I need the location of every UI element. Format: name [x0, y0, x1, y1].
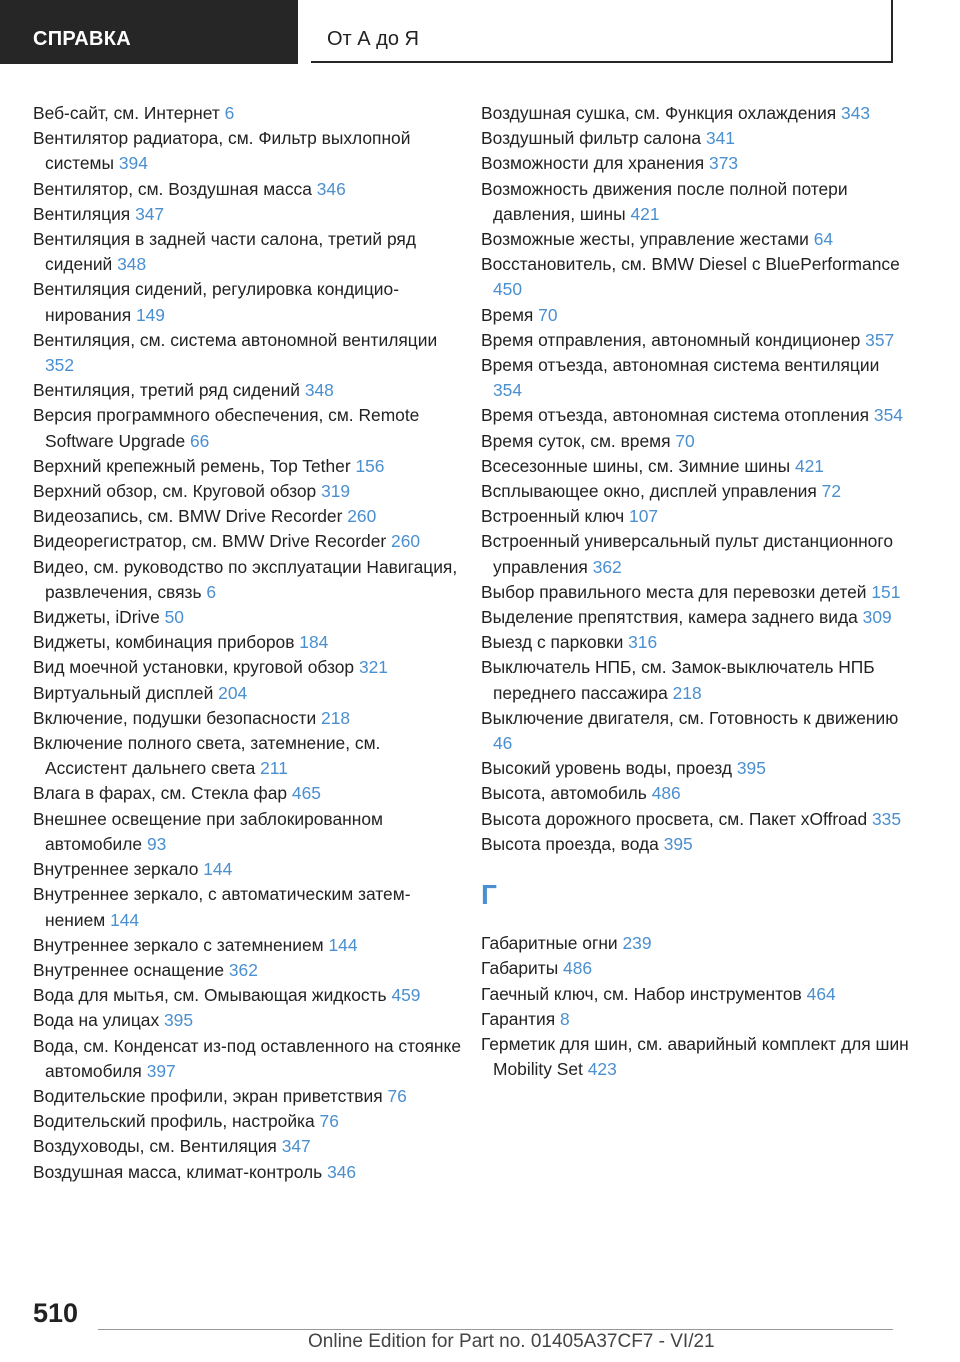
index-entry-text: Видеозапись, см. BMW Drive Recorder: [33, 506, 343, 527]
page-link[interactable]: 8: [560, 1008, 570, 1029]
index-entry: [33, 882, 463, 932]
index-entry: [33, 328, 463, 378]
page-link[interactable]: 319: [321, 481, 351, 502]
index-entry-text: Высота дорожного просвета, см. Пакет xOffroad: [481, 808, 868, 829]
page-number: 510: [33, 1298, 79, 1328]
index-entry: [481, 504, 911, 529]
index-entry: [481, 756, 911, 781]
section-letter: Г: [481, 879, 497, 911]
page-link[interactable]: 459: [391, 985, 421, 1006]
page-link[interactable]: 156: [355, 455, 385, 476]
index-entry-text: Воздушная масса, климат-контроль: [33, 1161, 323, 1182]
page-link[interactable]: 144: [328, 934, 358, 955]
index-entry: [33, 655, 463, 680]
page-link[interactable]: 50: [164, 607, 184, 628]
index-entry: [33, 479, 463, 504]
index-entry-text: Время отъезда, автономная система отопления: [481, 405, 870, 426]
index-entry-text: Версия программного обеспечения, см. Remote Software Upgrade: [33, 405, 420, 451]
index-entry-text: Видео, см. руководство по эксплуатации Навигация, развлечения, связь: [33, 556, 458, 602]
index-entry-text: Воздушный фильтр салона: [481, 128, 702, 149]
page-link[interactable]: 394: [118, 153, 148, 174]
page-link[interactable]: 76: [387, 1085, 407, 1106]
index-entry-text: Вентилятор радиатора, см. Фильтр выхлопной системы: [33, 128, 411, 174]
page-link[interactable]: 346: [316, 178, 346, 199]
index-entry: [33, 277, 463, 327]
index-entry: [33, 529, 463, 554]
index-entry: [33, 706, 463, 731]
index-entry: [33, 227, 463, 277]
page-link[interactable]: 144: [110, 909, 140, 930]
index-entry: [33, 202, 463, 227]
page-link[interactable]: 362: [228, 959, 258, 980]
index-entry-text: Виджеты, комбинация приборов: [33, 632, 295, 653]
page-link[interactable]: 66: [190, 430, 210, 451]
index-entry-text: Габариты: [481, 958, 559, 979]
index-entry-text: Вид моечной установки, круговой обзор: [33, 657, 355, 678]
page-link[interactable]: 316: [628, 632, 658, 653]
subsection-tab-label: От А до Я: [327, 28, 419, 50]
index-entry: [33, 681, 463, 706]
index-entry: [481, 303, 911, 328]
page-link[interactable]: 144: [203, 859, 233, 880]
index-entry-text: Веб-сайт, см. Интернет: [33, 103, 220, 123]
index-entry-text: Выделение препятствия, камера заднего вида: [481, 607, 858, 628]
index-entry-text: Вода, см. Конденсат из-под оставленного на стоянке автомобиля: [33, 1035, 462, 1081]
index-entry-text: Вентиляция в задней части салона, третий ряд сидений: [33, 229, 416, 275]
page-link[interactable]: 107: [629, 506, 659, 527]
index-entry: [481, 605, 911, 630]
index-entry-text: Встроенный ключ: [481, 506, 625, 527]
index-entry-text: Возможности для хранения: [481, 153, 705, 174]
footer-divider: [98, 1329, 893, 1330]
index-entry-text: Возможность движения после полной потери давления, шины: [481, 178, 848, 224]
index-entry-text: Габаритные огни: [481, 933, 618, 954]
index-entry: [481, 151, 911, 176]
page-link[interactable]: 354: [493, 380, 523, 401]
page-link[interactable]: 211: [260, 758, 288, 779]
index-entry: [33, 857, 463, 882]
index-entry-text: Воздуховоды, см. Вентиляция: [33, 1136, 277, 1157]
index-entry: [33, 630, 463, 655]
index-entry: [33, 983, 463, 1008]
section-tab: [0, 0, 298, 64]
index-entry-text: Внутреннее зеркало: [33, 859, 199, 880]
index-entry-text: Всплывающее окно, дисплей управления: [481, 481, 817, 502]
index-entry: [33, 177, 463, 202]
page-link[interactable]: 348: [304, 380, 334, 401]
page-link[interactable]: 373: [709, 153, 739, 174]
index-entry-text: Включение, подушки безопасности: [33, 707, 317, 728]
page-link[interactable]: 347: [135, 203, 165, 224]
index-entry: [481, 982, 911, 1007]
index-entry: [481, 126, 911, 151]
index-entry: [481, 353, 911, 403]
index-entry: [33, 781, 463, 806]
index-entry-text: Гаечный ключ, см. Набор инструментов: [481, 983, 802, 1004]
index-entry: [33, 555, 463, 605]
index-entry: [481, 403, 911, 428]
page-link[interactable]: 218: [672, 682, 702, 703]
index-entry: [33, 1084, 463, 1109]
page-link[interactable]: 70: [675, 430, 695, 451]
index-entry: [481, 101, 911, 126]
index-entry: [481, 706, 911, 756]
page-link[interactable]: 486: [651, 783, 681, 804]
index-entry: [481, 655, 911, 705]
index-entry-text: Вентиляция, см. система автономной вентиляции: [33, 329, 438, 350]
page-link[interactable]: 421: [630, 203, 660, 224]
page-link[interactable]: 218: [321, 707, 351, 728]
index-entry: [33, 1160, 463, 1185]
index-entry-text: Высота, автомобиль: [481, 783, 647, 804]
index-entry: [33, 454, 463, 479]
page-link[interactable]: 357: [865, 329, 895, 350]
page-link[interactable]: 64: [813, 229, 834, 250]
index-entry-text: Выключение двигателя, см. Готовность к движению: [481, 707, 899, 728]
index-entry-text: Высокий уровень воды, проезд: [481, 758, 733, 779]
index-entry-text: Выезд с парковки: [481, 632, 624, 653]
page-link[interactable]: 70: [538, 304, 558, 325]
page-link[interactable]: 347: [281, 1136, 311, 1157]
index-entry: [33, 378, 463, 403]
index-entry: [33, 807, 463, 857]
index-entry: [33, 1034, 463, 1084]
page-link[interactable]: 421: [794, 455, 824, 476]
page-link[interactable]: 346: [327, 1161, 357, 1182]
index-entry-text: Вентилятор, см. Воздушная масса: [33, 178, 312, 199]
page-link[interactable]: 397: [146, 1060, 176, 1081]
page-link[interactable]: 352: [45, 355, 75, 376]
subsection-tab: [311, 0, 893, 63]
page-link[interactable]: 395: [164, 1010, 194, 1031]
index-entry: [33, 1109, 463, 1134]
index-entry-text: Восстановитель, см. BMW Diesel с BluePerformance: [481, 254, 900, 275]
index-entry-text: Гарантия: [481, 1008, 556, 1029]
page-link[interactable]: 465: [291, 783, 321, 804]
page-link[interactable]: 239: [622, 933, 652, 954]
index-entry-text: Выключатель НПБ, см. Замок-выключатель НПБ переднего пассажира: [481, 657, 875, 703]
page-link[interactable]: 260: [347, 506, 377, 527]
index-entry: [33, 1008, 463, 1033]
index-entry: [33, 126, 463, 176]
index-entry: [481, 529, 911, 579]
index-entry-text: Вентиляция: [33, 203, 131, 224]
index-entry: [33, 504, 463, 529]
index-entry: [481, 479, 911, 504]
index-entry: [481, 429, 911, 454]
index-entry-text: Время отъезда, автономная система вентиляции: [481, 355, 880, 376]
index-entry-text: Виджеты, iDrive: [33, 607, 160, 628]
page-link[interactable]: 309: [862, 607, 892, 628]
page-link[interactable]: 260: [391, 531, 421, 552]
index-entry-text: Водительские профили, экран приветствия: [33, 1085, 383, 1106]
page-link[interactable]: 348: [117, 254, 147, 275]
index-entry: [481, 580, 911, 605]
page-link[interactable]: 464: [806, 983, 836, 1004]
index-entry-text: Внутреннее зеркало с затемнением: [33, 934, 324, 955]
page-link[interactable]: 341: [705, 128, 735, 149]
index-entry: [481, 177, 911, 227]
index-entry-text: Видеорегистратор, см. BMW Drive Recorder: [33, 531, 387, 552]
index-entry-text: Вода на улицах: [33, 1010, 160, 1031]
page-link[interactable]: 184: [299, 632, 329, 653]
index-entry-text: Внутреннее оснащение: [33, 959, 225, 980]
index-entry: [481, 1032, 911, 1082]
index-entry-text: Воздушная сушка, см. Функция охлаждения: [481, 103, 837, 123]
index-entry: [33, 605, 463, 630]
page-link[interactable]: 395: [736, 758, 766, 779]
index-entry-text: Вода для мытья, см. Омывающая жидкость: [33, 985, 387, 1006]
index-entry: [481, 781, 911, 806]
page-link[interactable]: 204: [218, 682, 248, 703]
index-entry: [33, 731, 463, 781]
page-link[interactable]: 6: [224, 103, 235, 123]
index-entry: [481, 832, 911, 857]
page-link[interactable]: 450: [493, 279, 523, 300]
index-entry-text: Возможные жесты, управление жестами: [481, 229, 809, 250]
index-entry-text: Время отправления, автономный кондиционер: [481, 329, 861, 350]
page-link[interactable]: 423: [587, 1059, 617, 1080]
index-entry: [481, 956, 911, 981]
page-link[interactable]: 72: [821, 481, 842, 502]
index-entry-text: Верхний обзор, см. Круговой обзор: [33, 481, 317, 502]
index-entry-text: Всесезонные шины, см. Зимние шины: [481, 455, 791, 476]
index-entry-text: Верхний крепежный ремень, Top Tether: [33, 455, 351, 476]
section-tab-label: СПРАВКА: [33, 28, 132, 50]
index-column-right: [481, 101, 911, 1082]
index-entry: [481, 630, 911, 655]
page-link[interactable]: 151: [871, 581, 901, 602]
index-entry-text: Вентиляция, третий ряд сидений: [33, 380, 300, 401]
page-link[interactable]: 335: [872, 808, 902, 829]
index-entry: [481, 227, 911, 252]
index-entry: [33, 933, 463, 958]
page-link[interactable]: 354: [873, 405, 903, 426]
index-entry-text: Высота проезда, вода: [481, 833, 659, 854]
page-link[interactable]: 6: [206, 581, 217, 602]
index-entry: [481, 931, 911, 956]
index-entry: [33, 1134, 463, 1159]
index-entry: [33, 958, 463, 983]
index-entry-text: Встроенный универсальный пульт дистанционного управления: [481, 531, 893, 577]
page-link[interactable]: 93: [146, 833, 167, 854]
index-entry: [33, 403, 463, 453]
index-entry-text: Внешнее освещение при заблокированном автомобиле: [33, 808, 383, 854]
page-link[interactable]: 343: [841, 103, 871, 123]
index-entry-text: Герметик для шин, см. аварийный комплект для шин Mobility Set: [481, 1033, 909, 1080]
index-entry-text: Вентиляция сидений, регулировка кондиционирования: [33, 279, 399, 325]
index-entry-text: Время: [481, 304, 534, 325]
index-entry: [481, 328, 911, 353]
footer-edition: Online Edition for Part no. 01405A37CF7 - VI/21: [308, 1331, 715, 1352]
page-link[interactable]: 76: [319, 1111, 339, 1132]
index-entry-text: Виртуальный дисплей: [33, 682, 214, 703]
index-entry-text: Включение полного света, затемнение, см. Ассистент дальнего света: [33, 733, 381, 779]
index-entry-text: Внутреннее зеркало, с автоматическим затемнением: [33, 884, 411, 930]
index-entry: [481, 1007, 911, 1032]
index-entry-text: Выбор правильного места для перевозки детей: [481, 581, 867, 602]
index-entry: [481, 252, 911, 302]
page-link[interactable]: 321: [358, 657, 388, 678]
index-entry-text: Влага в фарах, см. Стекла фар: [33, 783, 288, 804]
index-entry-text: Водительский профиль, настройка: [33, 1111, 315, 1132]
page-link[interactable]: 395: [663, 833, 693, 854]
page-link[interactable]: 486: [563, 958, 593, 979]
index-column-left: [33, 101, 463, 1185]
page-link[interactable]: 46: [493, 733, 513, 754]
index-entry: [481, 807, 911, 832]
index-entry: [33, 101, 463, 126]
page-link[interactable]: 149: [135, 304, 165, 325]
index-entry: [481, 454, 911, 479]
page-link[interactable]: 362: [592, 556, 622, 577]
index-entry-text: Время суток, см. время: [481, 430, 671, 451]
